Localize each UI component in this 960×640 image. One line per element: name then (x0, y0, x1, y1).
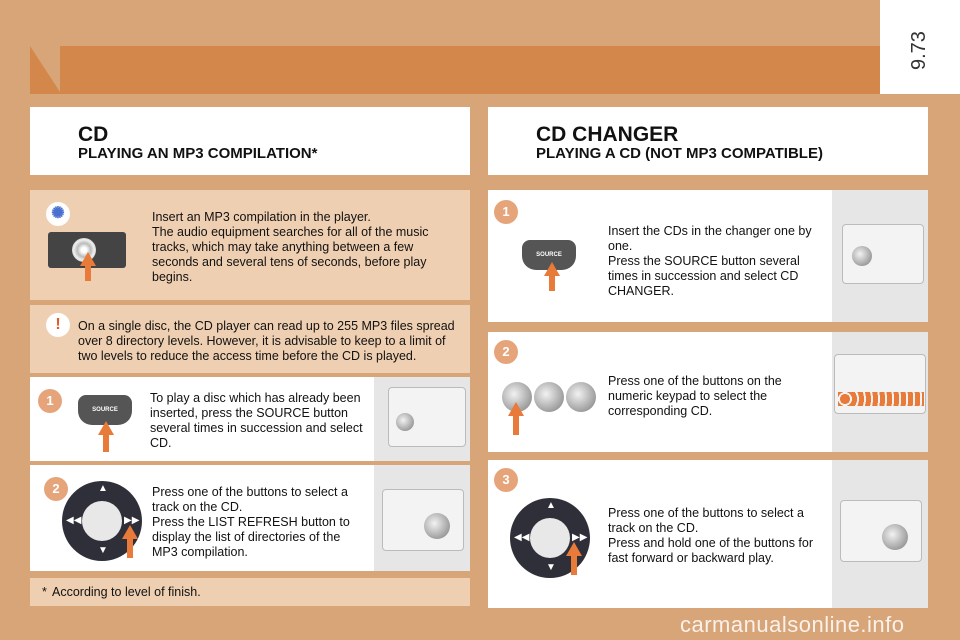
warning-box (30, 305, 470, 373)
right-step-1 (488, 190, 928, 322)
press-arrow-icon (544, 262, 560, 276)
tip-text: Insert an MP3 compilation in the player. The audio equipment searches for all of the music tracks, which may take anything between a few seconds and several tens of seconds, before play begins. (152, 210, 429, 284)
sun-tip-icon: ✺ (46, 202, 70, 226)
right-subtitle: PLAYING A CD (NOT MP3 COMPATIBLE) (536, 145, 823, 162)
header-band (30, 46, 930, 94)
dpad-image: ▲ ▼ ◀◀ ▶▶ (510, 498, 590, 578)
left-section-header (30, 107, 470, 175)
footnote-box (30, 578, 470, 606)
source-button-image: SOURCE (78, 395, 132, 425)
page-number: 9.73 (908, 31, 930, 70)
changer-panel-image (832, 190, 928, 322)
step-number-badge: 1 (494, 200, 518, 224)
right-section-header (488, 107, 928, 175)
step-number-badge: 1 (38, 389, 62, 413)
warning-text: On a single disc, the CD player can read up to 255 MP3 files spread over 8 directory levels. However, it is advisable to keep to a limit of two levels to reduce the access time before the CD is played. (78, 319, 455, 363)
numeric-button-image (534, 382, 564, 412)
press-arrow-icon (98, 421, 114, 435)
footnote-text: According to level of finish. (52, 585, 201, 599)
right-step-3-text: Press one of the buttons to select a track on the CD. Press and hold one of the buttons for fast forward or backward play. (608, 506, 813, 565)
press-arrow-icon (122, 525, 138, 539)
radio-panel-image (832, 460, 928, 608)
source-button-image: SOURCE (522, 240, 576, 270)
left-step-2 (30, 465, 470, 571)
tip-box (30, 190, 470, 300)
press-arrow-icon (508, 402, 524, 416)
radio-panel-image (374, 377, 470, 461)
step-number-badge: 2 (494, 340, 518, 364)
left-step-2-text: Press one of the buttons to select a track on the CD. Press the LIST REFRESH button to display the list of directories of the MP3 compilation. (152, 485, 350, 559)
right-title: CD CHANGER (536, 123, 679, 146)
left-step-1 (30, 377, 470, 461)
left-title: CD (78, 123, 109, 146)
numeric-button-image (566, 382, 596, 412)
exclamation-icon: ! (46, 313, 70, 337)
dpad-image: ▲ ▼ ◀◀ ▶▶ (62, 481, 142, 561)
right-step-1-text: Insert the CDs in the changer one by one. Press the SOURCE button several times in succession and select CD CHANGER. (608, 224, 812, 298)
right-step-3 (488, 460, 928, 608)
left-subtitle: PLAYING AN MP3 COMPILATION* (78, 145, 318, 162)
step-number-badge: 2 (44, 477, 68, 501)
keypad-panel-image (832, 332, 928, 452)
insert-arrow-icon (80, 252, 96, 266)
press-arrow-icon (566, 542, 582, 556)
left-step-1-text: To play a disc which has already been inserted, press the SOURCE button several times in succession and select CD. (150, 391, 363, 450)
watermark: carmanualsonline.info (680, 612, 905, 637)
step-number-badge: 3 (494, 468, 518, 492)
footnote-star: * (42, 585, 47, 599)
radio-panel-image (374, 465, 470, 571)
right-step-2 (488, 332, 928, 452)
right-step-2-text: Press one of the buttons on the numeric keypad to select the corresponding CD. (608, 374, 782, 418)
